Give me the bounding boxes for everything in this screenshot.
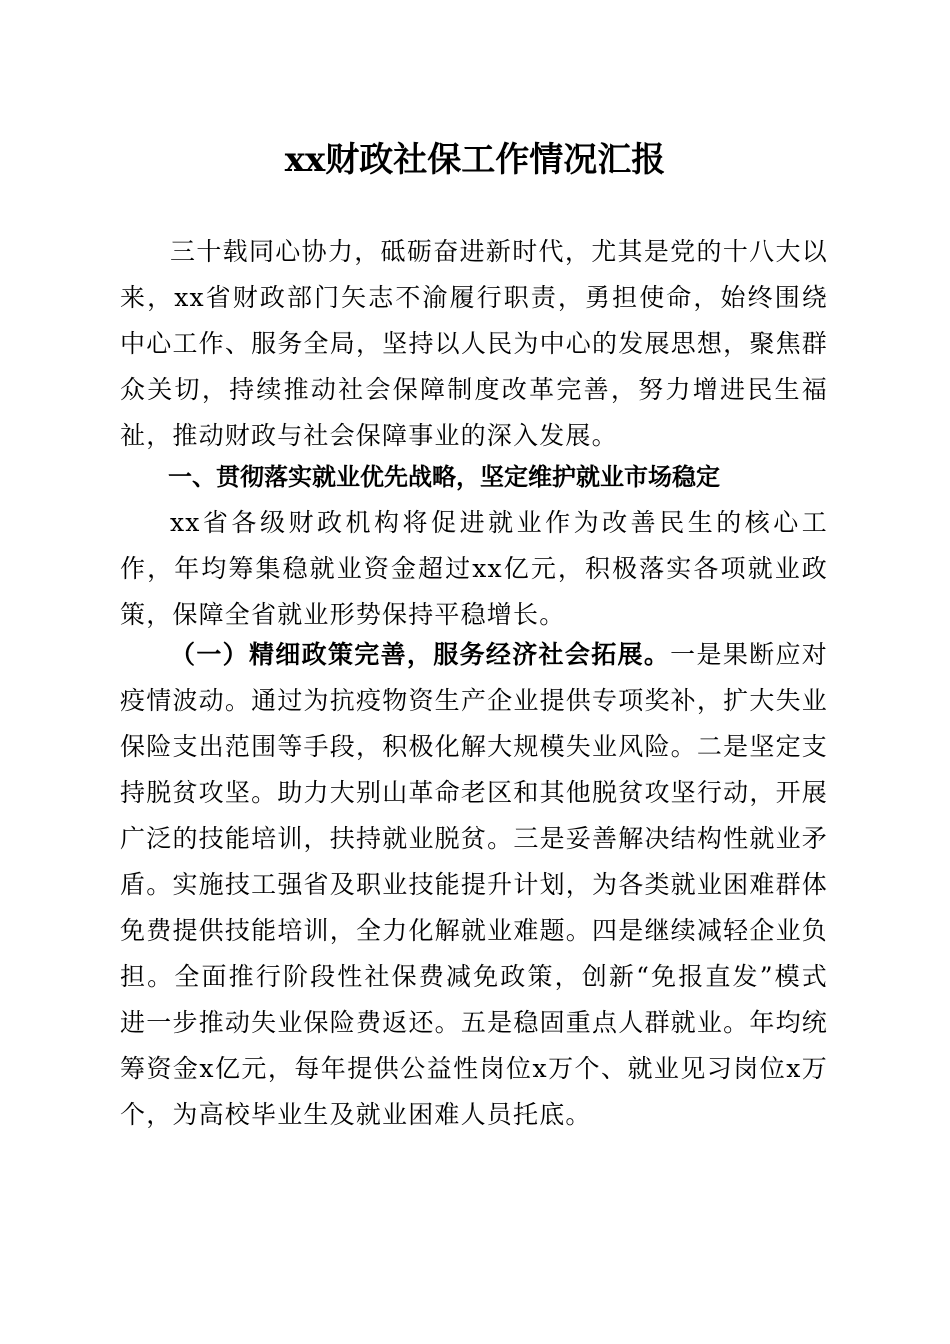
document-title: xx财政社保工作情况汇报 [284,140,666,180]
intro-paragraph: 三十载同心协力，砥砺奋进新时代，尤其是党的十八大以来，xx省财政部门矢志不渝履行职责，勇担使命，始终围绕中心工作、服务全局，坚持以人民为中心的发展思想，聚焦群众关切，持续推动社会保障制度改革完善，努力增进民生福祉，推动财政与社会保障事业的深入发展。 [120,237,828,450]
subsection-paragraph [120,632,828,1138]
subsection-lead: （一）精细政策完善，服务经济社会拓展。 [170,640,671,669]
section-heading: 一、贯彻落实就业优先战略，坚定维护就业市场稳定 [168,463,720,491]
section-summary-paragraph: xx省各级财政机构将促进就业作为改善民生的核心工作，年均筹集稳就业资金超过xx亿元，积极落实各项就业政策，保障全省就业形势保持平稳增长。 [120,508,828,629]
subsection-body: 一是果断应对疫情波动。通过为抗疫物资生产企业提供专项奖补，扩大失业保险支出范围等手段，积极化解大规模失业风险。二是坚定支持脱贫攻坚。助力大别山革命老区和其他脱贫攻坚行动，开展广泛的技能培训，扶持就业脱贫。三是妥善解决结构性就业矛盾。实施技工强省及职业技能提升计划，为各类就业困难群体免费提供技能培训，全力化解就业难题。四是继续减轻企业负担。全面推行阶段性社保费减免政策，创新“免报直发”模式进一步推动失业保险费返还。五是稳固重点人群就业。年均统筹资金x亿元，每年提供公益性岗位x万个、就业见习岗位x万个，为高校毕业生及就业困难人员托底。 [120,640,828,1129]
